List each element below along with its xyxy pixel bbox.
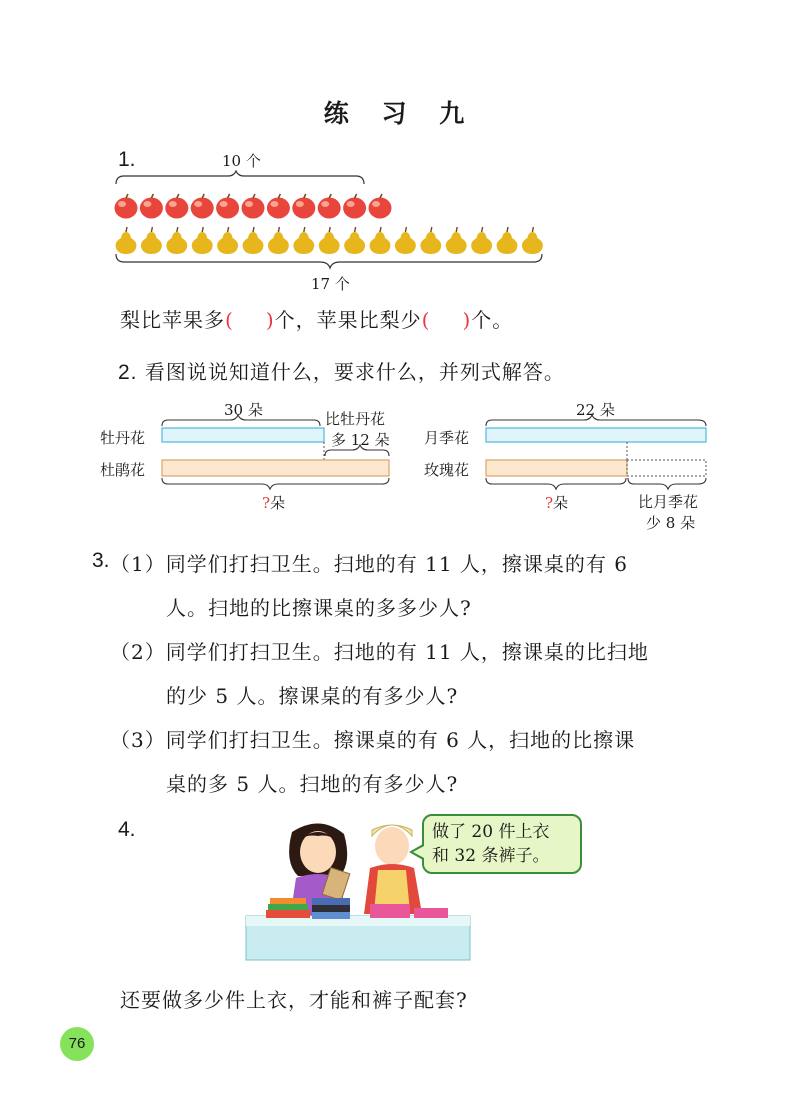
pear-icon <box>116 227 137 254</box>
question-2-number: 2. <box>118 361 138 384</box>
question-1-sentence <box>120 304 513 333</box>
question-2-prompt: 看图说说知道什么，要求什么，并列式解答。 <box>144 360 565 384</box>
question-mark: ? <box>545 494 554 512</box>
apple-icon <box>242 194 265 219</box>
question-3-item-1-line-2: 人。扫地的比擦课桌的多多少人? <box>166 596 472 620</box>
question-3-item-1 <box>110 548 628 577</box>
item-label: （2） <box>110 640 166 664</box>
monthly-rose-bar <box>486 428 706 442</box>
pear-brace <box>116 254 542 268</box>
item-line-1: 同学们打扫卫生。扫地的有 11 人，擦课桌的比扫地 <box>165 640 649 664</box>
pear-icon <box>522 227 543 254</box>
azalea-row-label: 杜鹃花 <box>100 461 146 479</box>
speech-bubble-tail-inner <box>413 846 424 858</box>
blank-1-close: ) <box>265 308 275 332</box>
peony-count-label: 30 朵 <box>224 401 263 419</box>
item-label: （3） <box>110 728 166 752</box>
page-title: 练 习 九 <box>323 99 477 128</box>
note-line-1: 比牡丹花 <box>325 410 386 428</box>
peony-bar <box>162 428 324 442</box>
page-number: 76 <box>60 1027 94 1061</box>
pear-icon <box>471 227 492 254</box>
pear-icon <box>370 227 391 254</box>
apple-row <box>115 194 392 219</box>
bubble-line-1: 做了 20 件上衣 <box>432 822 550 842</box>
blank-1-open: ( <box>225 308 234 332</box>
pear-icon <box>141 227 162 254</box>
item-label: （1） <box>110 552 166 576</box>
rose-count-label: 22 朵 <box>576 401 615 419</box>
question-3-item-2 <box>110 636 649 665</box>
apple-icon <box>115 194 138 219</box>
sentence-part-c: 个。 <box>471 308 514 332</box>
rose-question-label <box>545 492 568 513</box>
pear-icon <box>243 227 264 254</box>
apple-brace <box>116 171 364 184</box>
bubble-line-2: 和 32 条裤子。 <box>432 846 550 866</box>
rose-difference-note <box>638 492 698 534</box>
apple-icon <box>216 194 239 219</box>
sentence-part-b: 个，苹果比梨少 <box>274 308 422 332</box>
question-3-item-3-line-2: 桌的多 5 人。扫地的有多少人? <box>166 772 459 796</box>
apple-icon <box>369 194 392 219</box>
pear-icon <box>446 227 467 254</box>
fruit-diagram <box>110 170 560 270</box>
speech-bubble <box>422 814 582 874</box>
question-2 <box>118 356 565 385</box>
azalea-question-label <box>262 492 285 513</box>
pear-icon <box>217 227 238 254</box>
flower-diagram-left <box>158 412 398 496</box>
question-mark: ? <box>262 494 271 512</box>
apple-icon <box>343 194 366 219</box>
note-line-2: 多 12 朵 <box>331 431 390 449</box>
question-4-number: 4. <box>118 818 136 841</box>
question-unit: 朵 <box>270 494 286 512</box>
question-unit: 朵 <box>553 494 569 512</box>
pear-icon <box>420 227 441 254</box>
question-3-item-3 <box>110 724 635 753</box>
pear-count-label: 17 个 <box>311 275 350 293</box>
pear-icon <box>344 227 365 254</box>
apple-icon <box>292 194 315 219</box>
apple-count-label: 10 个 <box>222 152 261 170</box>
question-1-number: 1. <box>118 148 136 171</box>
rose-row-label: 玫瑰花 <box>424 461 470 479</box>
apple-icon <box>318 194 341 219</box>
apple-icon <box>191 194 214 219</box>
pear-icon <box>497 227 518 254</box>
blank-2-close: ) <box>462 308 472 332</box>
item-line-1: 同学们打扫卫生。扫地的有 11 人，擦课桌的有 6 <box>165 552 628 576</box>
question-3-item-2-line-2: 的少 5 人。擦课桌的有多少人? <box>166 684 459 708</box>
pear-icon <box>192 227 213 254</box>
monthly-rose-row-label: 月季花 <box>424 429 470 447</box>
flower-diagram-right <box>482 412 714 502</box>
question-4-text: 还要做多少件上衣，才能和裤子配套? <box>120 988 468 1012</box>
rose-bar <box>486 460 627 476</box>
azalea-bar <box>162 460 389 476</box>
note-line-2: 少 8 朵 <box>646 514 696 532</box>
apple-icon <box>267 194 290 219</box>
apple-icon <box>140 194 163 219</box>
question-3-number: 3. <box>92 549 110 572</box>
note-line-1: 比月季花 <box>638 493 699 511</box>
pear-icon <box>166 227 187 254</box>
blank-2-open: ( <box>421 308 431 332</box>
peony-row-label: 牡丹花 <box>100 429 146 447</box>
item-line-1: 同学们打扫卫生。擦课桌的有 6 人，扫地的比擦课 <box>165 728 636 752</box>
pear-icon <box>319 227 340 254</box>
pear-row <box>116 227 543 254</box>
pear-icon <box>395 227 416 254</box>
sentence-part-a: 梨比苹果多 <box>120 308 225 332</box>
apple-icon <box>165 194 188 219</box>
pear-icon <box>268 227 289 254</box>
pear-icon <box>293 227 314 254</box>
